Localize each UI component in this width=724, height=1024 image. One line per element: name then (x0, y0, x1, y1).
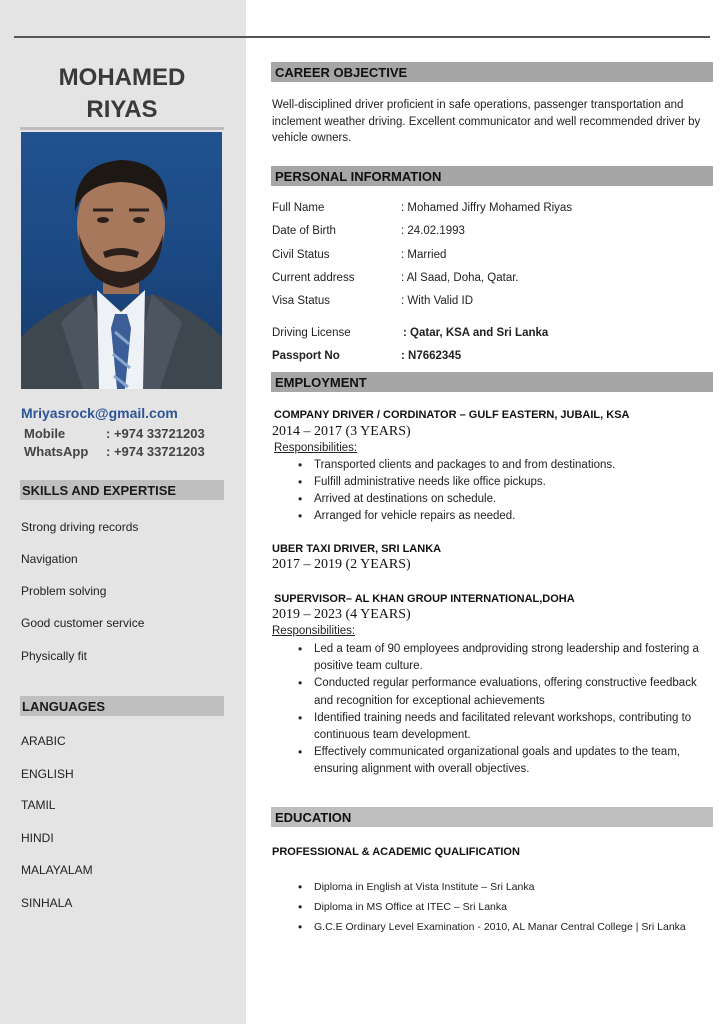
top-divider (14, 36, 710, 38)
contact-label: WhatsApp (24, 444, 89, 459)
personal-label: Driving License (272, 327, 351, 339)
skill-item: Good customer service (21, 616, 145, 630)
job-title: UBER TAXI DRIVER, SRI LANKA (272, 543, 442, 555)
email-address[interactable]: Mriyasrock@gmail.com (21, 405, 178, 421)
skill-item: Navigation (21, 552, 78, 566)
job-title: SUPERVISOR– AL KHAN GROUP INTERNATIONAL,DOHA (274, 593, 575, 605)
personal-value: : Al Saad, Doha, Qatar. (401, 272, 519, 284)
first-name: MOHAMED (58, 64, 186, 91)
list-item: • Identified training needs and facilitated relevant workshops, contributing to continuous team development. (296, 710, 716, 744)
list-item: • Conducted regular performance evaluations, offering constructive feedback and recognition for exceptional achievements (296, 675, 716, 709)
language-item: TAMIL (21, 798, 56, 812)
objective-text: Well-disciplined driver proficient in safe operations, passenger transportation and inclement weather driving. Excellent communicator and well recommended driver by vehicle owners. (272, 99, 701, 144)
personal-label: Passport No (272, 350, 340, 362)
contact-mobile (24, 426, 205, 441)
objective-heading: CAREER OBJECTIVE (271, 62, 713, 82)
job-bullets (296, 641, 716, 779)
skill-item: Strong driving records (21, 520, 139, 534)
last-name: RIYAS (86, 96, 158, 123)
employment-heading: EMPLOYMENT (271, 372, 713, 392)
list-item: • Led a team of 90 employees andproviding strong leadership and fostering a positive team culture. (296, 641, 716, 675)
job-bullets (296, 457, 716, 525)
personal-label: Date of Birth (272, 225, 336, 237)
job-years: 2019 – 2023 (4 YEARS) (272, 607, 411, 622)
language-item: ENGLISH (21, 767, 74, 781)
education-subheading: PROFESSIONAL & ACADEMIC QUALIFICATION (272, 846, 520, 858)
personal-value: : Married (401, 249, 447, 261)
job-years: 2017 – 2019 (2 YEARS) (272, 557, 411, 572)
profile-photo (21, 132, 222, 389)
personal-label: Current address (272, 272, 355, 284)
list-item: • G.C.E Ordinary Level Examination - 2010, AL Manar Central College | Sri Lanka (296, 921, 716, 941)
skills-heading: SKILLS AND EXPERTISE (20, 480, 224, 500)
skill-item: Problem solving (21, 584, 107, 598)
job-years: 2014 – 2017 (3 YEARS) (272, 424, 411, 439)
skill-item: Physically fit (21, 649, 88, 663)
personal-label: Visa Status (272, 295, 330, 307)
personal-value: : With Valid ID (401, 295, 473, 307)
responsibilities-label: Responsibilities: (274, 442, 358, 454)
personal-label: Civil Status (272, 249, 330, 261)
contact-value: : +974 33721203 (106, 426, 205, 441)
list-item: • Diploma in English at Vista Institute – Sri Lanka (296, 881, 716, 901)
education-list (296, 881, 716, 941)
personal-value: : 24.02.1993 (401, 225, 465, 237)
personal-value: : Qatar, KSA and Sri Lanka (403, 327, 549, 339)
list-item: • Transported clients and packages to and from destinations. (296, 457, 716, 474)
list-item: • Arranged for vehicle repairs as needed. (296, 508, 716, 525)
job-title: COMPANY DRIVER / CORDINATOR – GULF EASTERN, JUBAIL, KSA (274, 409, 630, 421)
language-item: HINDI (21, 831, 54, 845)
languages-heading: LANGUAGES (20, 696, 224, 716)
personal-value: : Mohamed Jiffry Mohamed Riyas (401, 202, 573, 214)
contact-value: : +974 33721203 (106, 444, 205, 459)
list-item: • Arrived at destinations on schedule. (296, 491, 716, 508)
contact-whatsapp (24, 444, 205, 459)
name-divider (20, 127, 224, 130)
personal-label: Full Name (272, 202, 325, 214)
language-item: SINHALA (21, 896, 73, 910)
list-item: • Fulfill administrative needs like office pickups. (296, 474, 716, 491)
personal-heading: PERSONAL INFORMATION (271, 166, 713, 186)
responsibilities-label: Responsibilities: (272, 625, 356, 637)
language-item: MALAYALAM (21, 863, 93, 877)
personal-value: : N7662345 (401, 350, 462, 362)
education-heading: EDUCATION (271, 807, 713, 827)
contact-label: Mobile (24, 426, 66, 441)
list-item: • Effectively communicated organizational goals and updates to the team, ensuring alignment with overall objectives. (296, 744, 716, 778)
language-item: ARABIC (21, 734, 66, 748)
list-item: • Diploma in MS Office at ITEC – Sri Lanka (296, 901, 716, 921)
portrait-illustration (21, 132, 222, 389)
